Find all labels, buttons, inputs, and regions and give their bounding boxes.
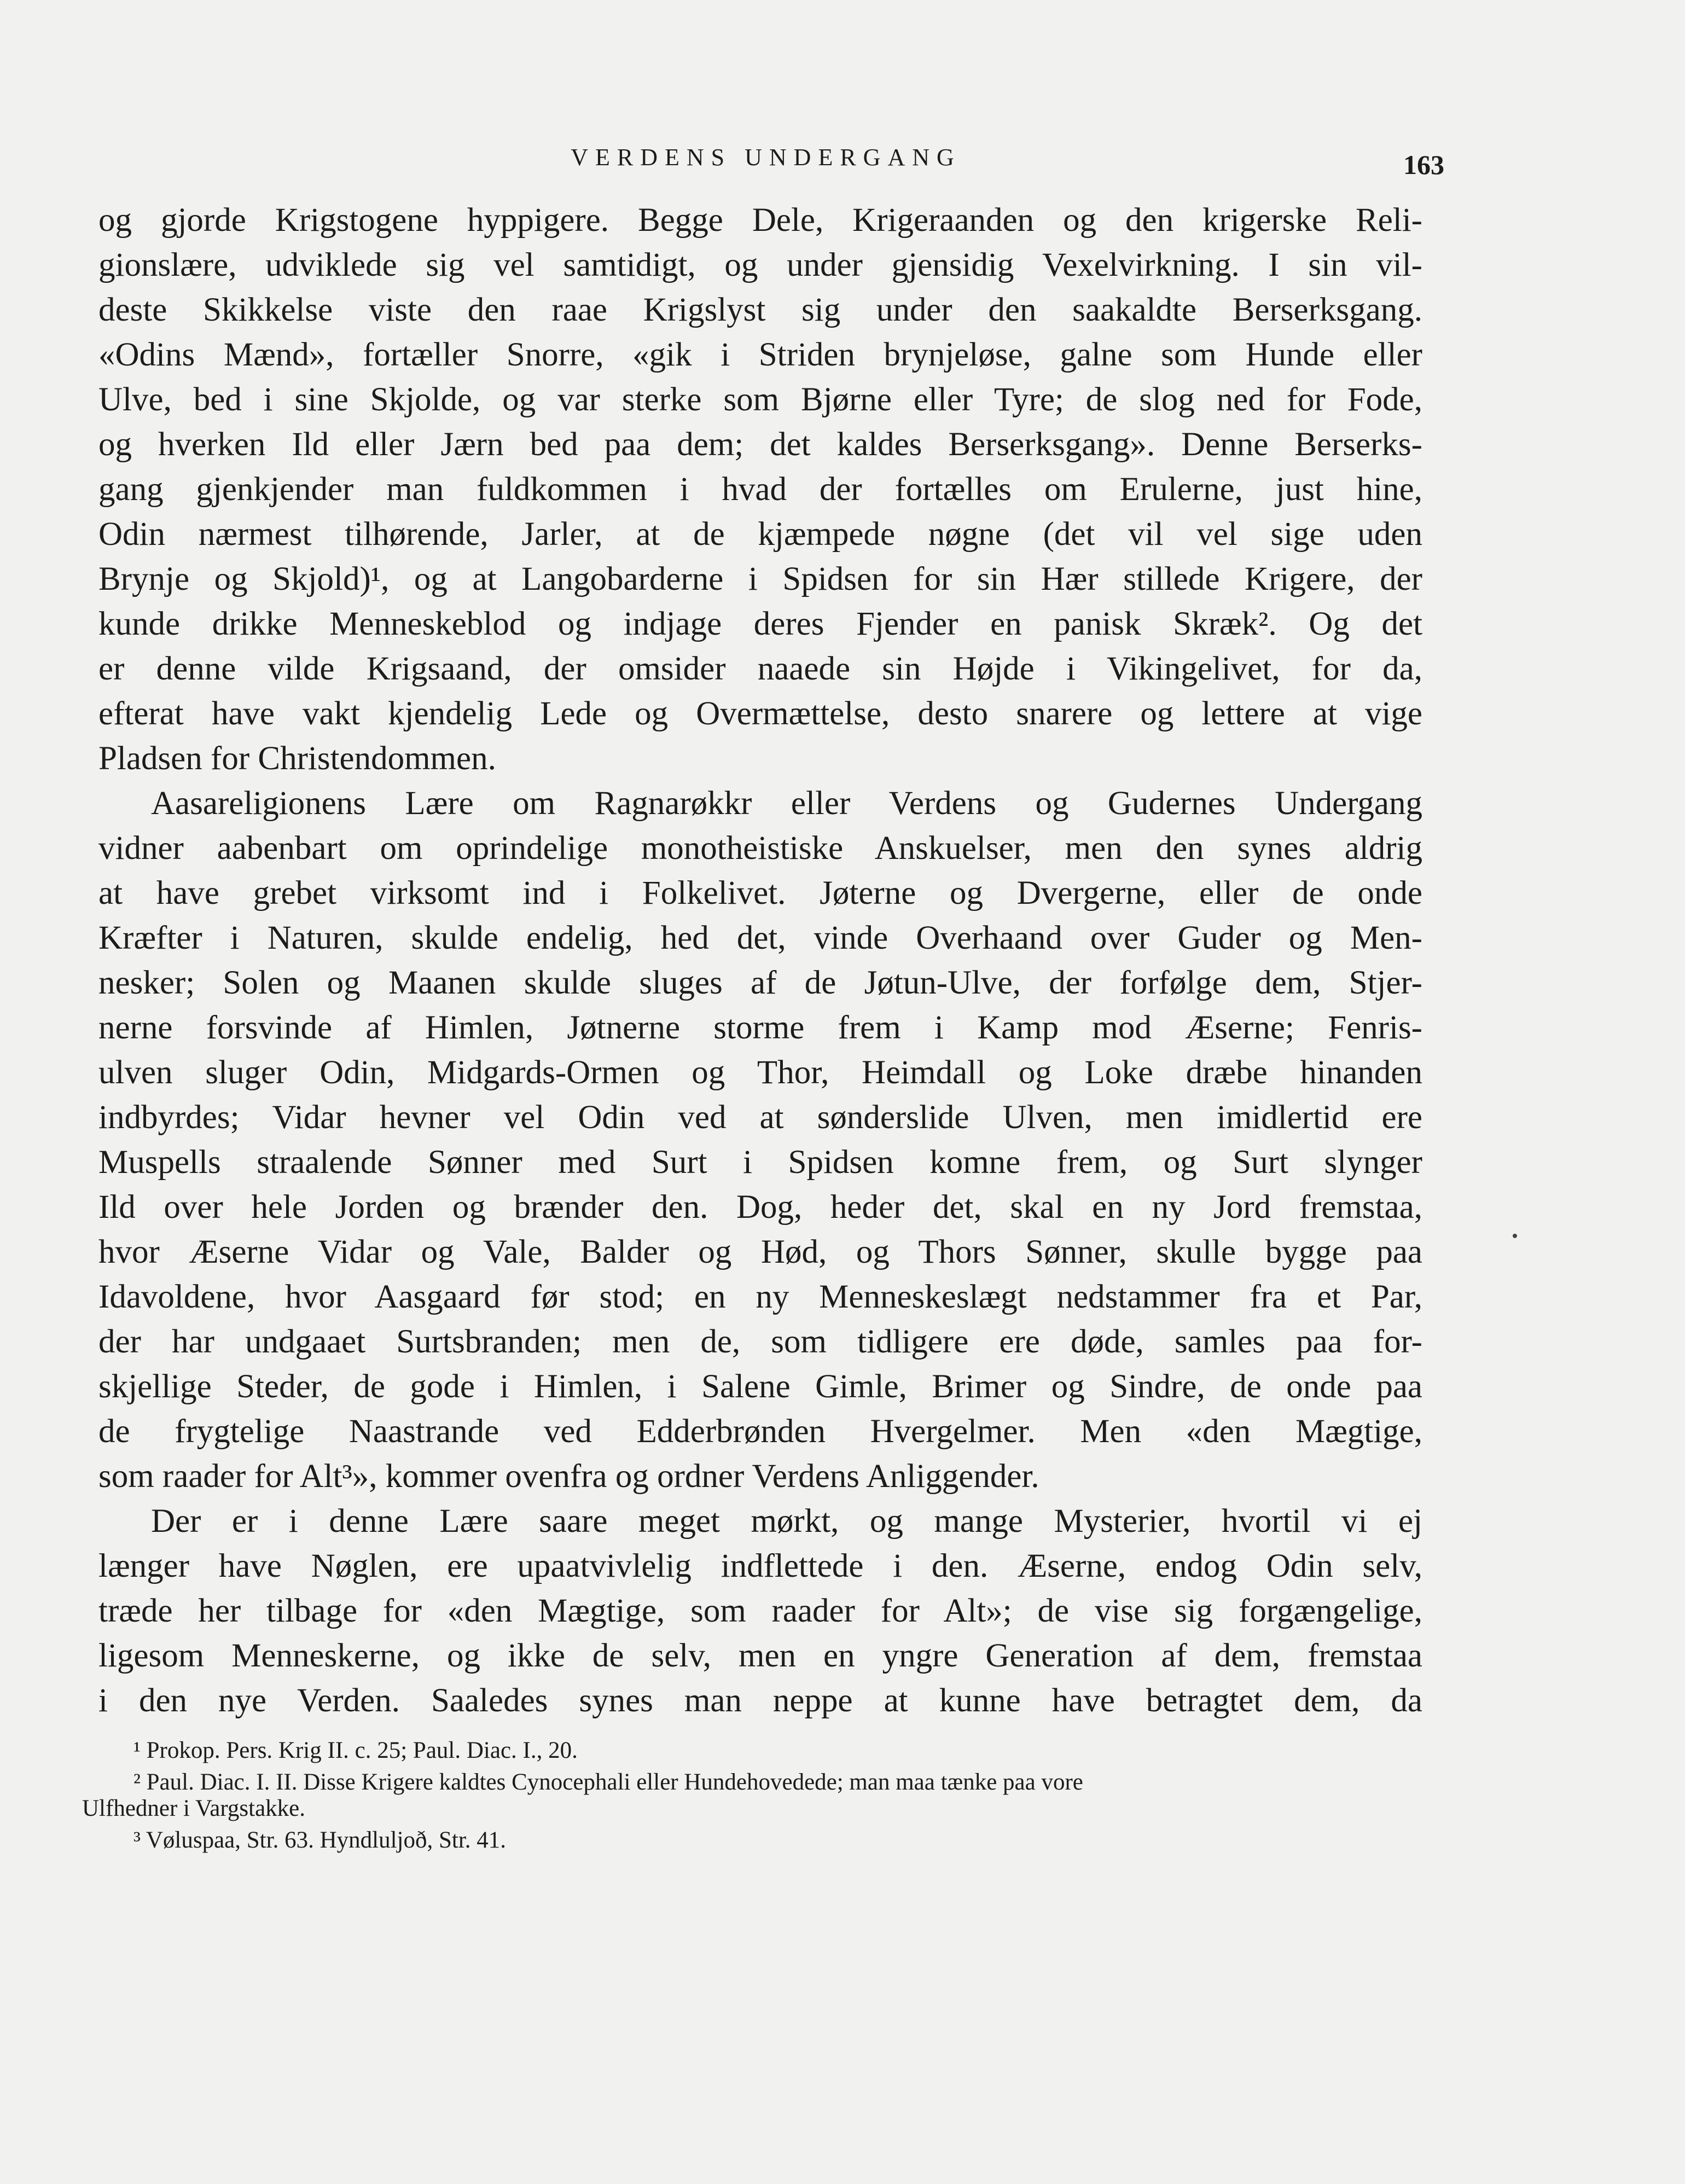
- text-line: Aasareligionens Lære om Ragnarøkkr eller Verdens og Gudernes Undergang: [151, 785, 1422, 822]
- text-line: Muspells straalende Sønner med Surt i Spidsen komne frem, og Surt slynger: [98, 1144, 1422, 1181]
- text-line: ligesom Menneskerne, og ikke de selv, men en yngre Generation af dem, fremstaa: [98, 1637, 1422, 1674]
- text-line: ulven sluger Odin, Midgards-Ormen og Thor, Heimdall og Loke dræbe hinanden: [98, 1054, 1422, 1091]
- text-line: er denne vilde Krigsaand, der omsider naaede sin Højde i Vikingelivet, for da,: [98, 650, 1422, 687]
- text-line: og hverken Ild eller Jærn bed paa dem; det kaldes Berserksgang». Denne Berserks-: [98, 426, 1422, 463]
- text-line: efterat have vakt kjendelig Lede og Overmættelse, desto snarere og lettere at vige: [98, 695, 1422, 732]
- text-line: Brynje og Skjold)¹, og at Langobarderne i Spidsen for sin Hær stillede Krigere, der: [98, 561, 1422, 597]
- text-line: vidner aabenbart om oprindelige monotheistiske Anskuelser, men den synes aldrig: [98, 830, 1422, 867]
- text-line: hvor Æserne Vidar og Vale, Balder og Hød, og Thors Sønner, skulle bygge paa: [98, 1234, 1422, 1270]
- text-line: som raader for Alt³», kommer ovenfra og ordner Verdens Anliggender.: [98, 1458, 1039, 1495]
- body-text: [98, 198, 1422, 1723]
- running-head: VERDENS UNDERGANG: [571, 144, 961, 171]
- text-line: nesker; Solen og Maanen skulde sluges af de Jøtun-Ulve, der forfølge dem, Stjer-: [98, 965, 1422, 1001]
- footnote: ² Paul. Diac. I. II. Disse Krigere kaldtes Cynocephali eller Hundehovedede; man maa tænke paa vore: [133, 1769, 1083, 1795]
- text-line: gionslære, udviklede sig vel samtidigt, og under gjensidig Vexelvirkning. I sin vil-: [98, 247, 1422, 283]
- text-line: og gjorde Krigstogene hyppigere. Begge Dele, Krigeraanden og den krigerske Reli-: [98, 202, 1422, 239]
- text-line: «Odins Mænd», fortæller Snorre, «gik i Striden brynjeløse, galne som Hunde eller: [98, 336, 1422, 373]
- footnote-continuation: Ulfhedner i Vargstakke.: [82, 1796, 305, 1821]
- footnote: ¹ Prokop. Pers. Krig II. c. 25; Paul. Diac. I., 20.: [133, 1738, 578, 1763]
- text-line: Odin nærmest tilhørende, Jarler, at de kjæmpede nøgne (det vil vel sige uden: [98, 516, 1422, 553]
- text-line: skjellige Steder, de gode i Himlen, i Salene Gimle, Brimer og Sindre, de onde paa: [98, 1368, 1422, 1405]
- text-line: Pladsen for Christendommen.: [98, 740, 496, 777]
- text-line: at have grebet virksomt ind i Folkelivet. Jøterne og Dvergerne, eller de onde: [98, 875, 1422, 911]
- paper-speck: [1513, 1234, 1517, 1238]
- footnote: ³ Vøluspaa, Str. 63. Hyndluljoð, Str. 41.: [133, 1827, 507, 1853]
- text-line: Ulve, bed i sine Skjolde, og var sterke som Bjørne eller Tyre; de slog ned for Fode,: [98, 381, 1422, 418]
- text-line: Der er i denne Lære saare meget mørkt, og mange Mysterier, hvortil vi ej: [151, 1503, 1422, 1540]
- text-line: Kræfter i Naturen, skulde endelig, hed det, vinde Overhaand over Guder og Men-: [98, 920, 1422, 956]
- text-line: træde her tilbage for «den Mægtige, som raader for Alt»; de vise sig forgængelige,: [98, 1593, 1422, 1629]
- text-line: kunde drikke Menneskeblod og indjage deres Fjender en panisk Skræk². Og det: [98, 606, 1422, 642]
- text-line: gang gjenkjender man fuldkommen i hvad der fortælles om Erulerne, just hine,: [98, 471, 1422, 508]
- text-line: indbyrdes; Vidar hevner vel Odin ved at sønderslide Ulven, men imidlertid ere: [98, 1099, 1422, 1136]
- text-line: længer have Nøglen, ere upaatvivlelig indflettede i den. Æserne, endog Odin selv,: [98, 1548, 1422, 1584]
- text-line: nerne forsvinde af Himlen, Jøtnerne storme frem i Kamp mod Æserne; Fenris-: [98, 1009, 1422, 1046]
- text-line: Ild over hele Jorden og brænder den. Dog, heder det, skal en ny Jord fremstaa,: [98, 1189, 1422, 1225]
- text-line: de frygtelige Naastrande ved Edderbrønden Hvergelmer. Men «den Mægtige,: [98, 1413, 1422, 1450]
- page-header: [98, 143, 1444, 180]
- footnotes: [82, 1738, 1395, 1854]
- text-line: der har undgaaet Surtsbranden; men de, som tidligere ere døde, samles paa for-: [98, 1323, 1422, 1360]
- text-line: deste Skikkelse viste den raae Krigslyst sig under den saakaldte Berserksgang.: [98, 292, 1422, 328]
- text-line: Idavoldene, hvor Aasgaard før stod; en ny Menneskeslægt nedstammer fra et Par,: [98, 1279, 1422, 1315]
- text-line: i den nye Verden. Saaledes synes man neppe at kunne have betragtet dem, da: [98, 1682, 1422, 1719]
- page-number: 163: [1403, 149, 1444, 180]
